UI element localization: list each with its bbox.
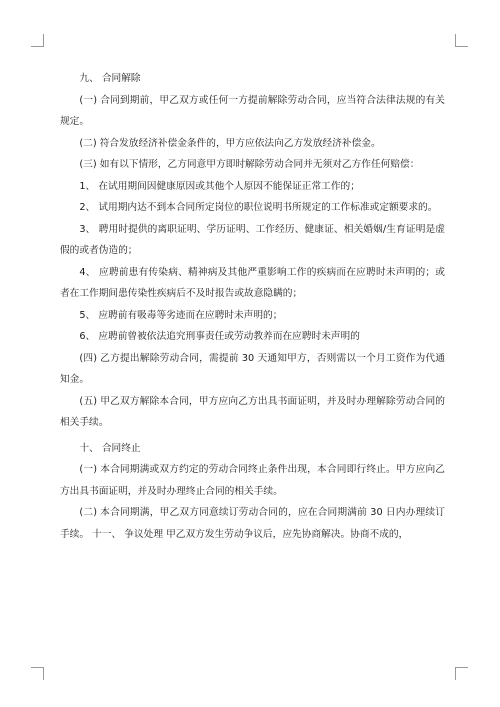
paragraph: (一) 本合同期满或双方约定的劳动合同终止条件出现，本合同即行终止。甲方应向乙方出具书面证明，并及时办理终止合同的相关手续。 xyxy=(60,464,445,497)
paragraph: (二) 符合发放经济补偿金条件的，甲方应依法向乙方发放经济补偿金。 xyxy=(79,137,381,149)
paragraph: (三) 如有以下情形，乙方同意甲方即时解除劳动合同并无须对乙方作任何赔偿： xyxy=(79,159,420,170)
list-item: 2、 试用期内达不到本合同所定岗位的职位说明书所规定的工作标准或定额要求的。 xyxy=(79,202,438,213)
crop-mark-top-left xyxy=(31,34,44,47)
document-body xyxy=(60,68,445,545)
crop-mark-bottom-right xyxy=(455,667,468,680)
list-item: 4、 应聘前患有传染病、精神病及其他严重影响工作的疾病而在应聘时未声明的；或者在工作期间患传染性疾病后不及时报告或故意隐瞒的； xyxy=(60,266,445,299)
list-item: 5、 应聘前有吸毒等劣迹而在应聘时未声明的； xyxy=(79,309,283,321)
list-item: 3、 聘用时提供的离职证明、学历证明、工作经历、健康证、相关婚姻/生育证明是虚假的或者伪造的； xyxy=(60,223,445,256)
section-heading-contract-termination: 九、 合同解除 xyxy=(79,73,141,84)
paragraph: (五) 甲乙双方解除本合同，甲方应向乙方出具书面证明，并及时办理解除劳动合同的相关手续。 xyxy=(60,395,445,428)
list-item: 1、 在试用期间因健康原因或其他个人原因不能保证正常工作的； xyxy=(79,180,360,192)
paragraph: (四) 乙方提出解除劳动合同，需提前 30 天通知甲方，否则需以一个月工资作为代通知金。 xyxy=(60,352,445,385)
crop-mark-bottom-left xyxy=(31,667,44,680)
crop-mark-top-right xyxy=(455,34,468,47)
paragraph: (一) 合同到期前，甲乙双方或任何一方提前解除劳动合同，应当符合法律法规的有关规定。 xyxy=(60,94,445,127)
paragraph: (二) 本合同期满，甲乙双方同意续订劳动合同的，应在合同期满前 30 日内办理续订手续。 十一、 争议处理 甲乙双方发生劳动争议后，应先协商解决。协商不成的， xyxy=(60,507,445,540)
section-heading-contract-end: 十、 合同终止 xyxy=(79,442,141,454)
list-item: 6、 应聘前曾被依法追究刑事责任或劳动教养而在应聘时未声明的 xyxy=(79,331,360,342)
